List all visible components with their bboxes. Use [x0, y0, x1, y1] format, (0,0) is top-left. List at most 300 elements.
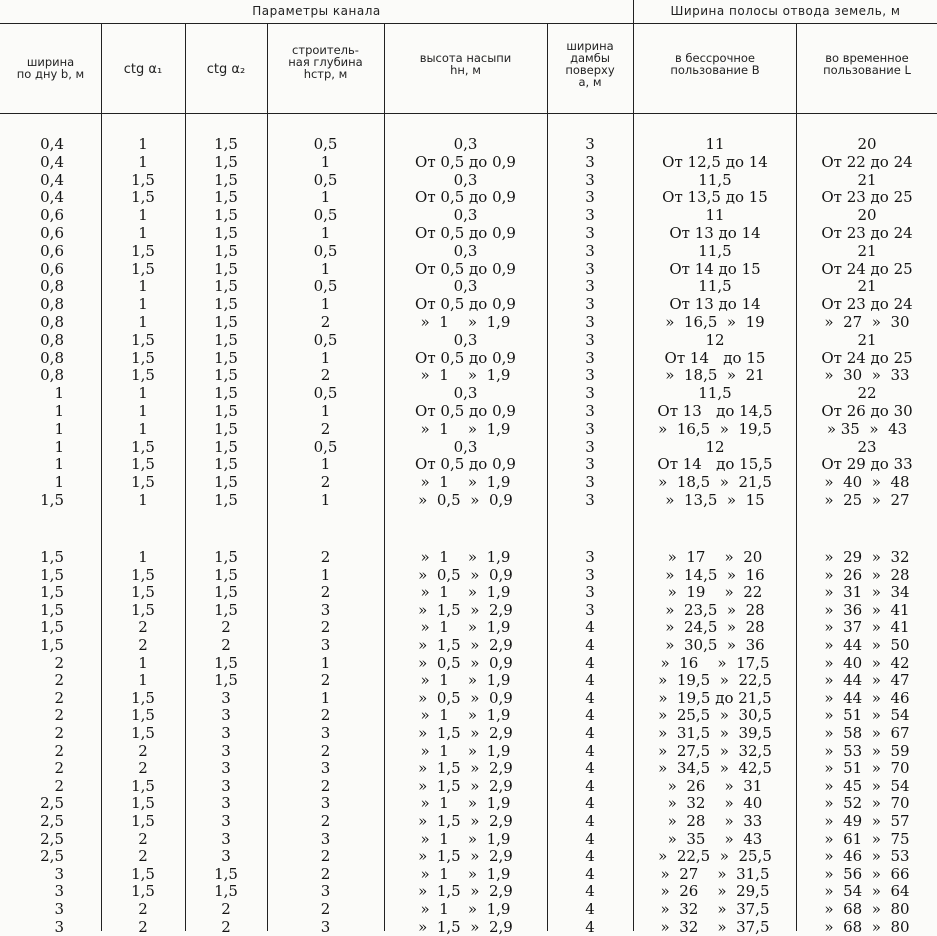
cell-dam-top-width: 4	[585, 847, 595, 866]
cell-dam-top-width: 3	[585, 419, 595, 438]
cell-temporary-use: » 44 » 46	[824, 688, 910, 707]
cell-temporary-use: » 51 » 54	[824, 706, 910, 725]
cell-dam-top-width: 4	[585, 864, 595, 883]
cell-ctg-alpha2: 1,5	[214, 188, 238, 207]
cell-bottom-width: 2	[54, 688, 64, 707]
cell-dam-top-width: 4	[585, 636, 595, 654]
cell-ctg-alpha1: 1	[138, 135, 148, 153]
cell-embankment-height: » 1,5 » 2,9	[418, 776, 513, 795]
cell-ctg-alpha2: 1,5	[214, 455, 238, 474]
cell-construction-depth: 3	[320, 829, 331, 848]
cell-bottom-width: 3	[54, 882, 64, 901]
cell-temporary-use: 22	[857, 384, 877, 403]
cell-embankment-height: » 1,5 » 2,9	[418, 759, 513, 778]
cell-embankment-height: » 1 » 1,9	[420, 741, 511, 760]
cell-ctg-alpha2: 3	[221, 741, 231, 760]
cell-temporary-use: 21	[857, 330, 877, 349]
cell-ctg-alpha2: 2	[221, 618, 231, 637]
col-header-ctg-alpha2: ctg α₂	[206, 62, 246, 77]
cell-permanent-use: » 16 » 17,5	[660, 653, 770, 672]
cell-construction-depth: 2	[320, 776, 331, 795]
cell-permanent-use: » 19 » 22	[667, 583, 763, 602]
cell-permanent-use: » 35 » 43	[667, 829, 763, 848]
cell-temporary-use: 20	[857, 135, 877, 153]
cell-ctg-alpha2: 1,5	[214, 473, 238, 492]
cell-ctg-alpha1: 2	[138, 636, 148, 654]
cell-bottom-width: 0,4	[40, 170, 64, 189]
cell-embankment-height: » 0,5 » 0,9	[418, 565, 513, 584]
cell-ctg-alpha2: 1,5	[214, 437, 238, 456]
cell-ctg-alpha1: 2	[138, 900, 148, 918]
cell-construction-depth: 1	[320, 653, 331, 672]
cell-permanent-use: » 25,5 » 30,5	[658, 706, 772, 725]
cell-construction-depth: 3	[320, 600, 331, 619]
cell-construction-depth: 3	[320, 636, 331, 654]
cell-ctg-alpha2: 1,5	[214, 170, 238, 189]
cell-ctg-alpha1: 1,5	[131, 473, 155, 492]
cell-embankment-height: » 1 » 1,9	[420, 548, 511, 566]
cell-temporary-use: » 40 » 42	[824, 653, 910, 672]
cell-bottom-width: 0,4	[40, 135, 64, 153]
col-header-ctg-alpha1: ctg α₁	[123, 62, 163, 77]
cell-permanent-use: От 12,5 до 14	[662, 152, 768, 171]
cell-construction-depth: 3	[320, 724, 331, 742]
cell-dam-top-width: 4	[585, 671, 595, 690]
cell-embankment-height: От 0,5 до 0,9	[415, 295, 516, 314]
cell-embankment-height: » 1 » 1,9	[420, 313, 511, 331]
cell-dam-top-width: 3	[585, 188, 595, 207]
cell-embankment-height: От 0,5 до 0,9	[415, 259, 516, 278]
cell-ctg-alpha2: 1,5	[214, 224, 238, 242]
cell-ctg-alpha1: 1	[138, 491, 148, 509]
cell-embankment-height: От 0,5 до 0,9	[415, 402, 516, 420]
cell-bottom-width: 0,8	[40, 330, 64, 349]
cell-ctg-alpha1: 1	[138, 152, 148, 171]
cell-ctg-alpha1: 1,5	[131, 583, 155, 602]
cell-temporary-use: От 26 до 30	[821, 402, 913, 420]
cell-permanent-use: » 32 » 37,5	[660, 917, 770, 936]
cell-embankment-height: » 1 » 1,9	[420, 419, 511, 438]
cell-temporary-use: » 25 » 27	[824, 491, 910, 509]
cell-permanent-use: От 14 до 15	[664, 348, 766, 367]
cell-ctg-alpha1: 1,5	[131, 241, 155, 260]
cell-embankment-height: » 1 » 1,9	[420, 706, 511, 725]
col-header-bottom-width: ширина по дну b, м	[16, 55, 85, 81]
cell-temporary-use: » 51 » 70	[824, 759, 910, 778]
cell-embankment-height: 0,3	[453, 135, 478, 153]
cell-permanent-use: » 26 » 31	[667, 776, 763, 795]
cell-ctg-alpha2: 1,5	[214, 565, 238, 584]
cell-ctg-alpha2: 1,5	[214, 882, 238, 901]
cell-permanent-use: От 13 до 14	[669, 295, 761, 314]
cell-ctg-alpha1: 1,5	[131, 688, 155, 707]
cell-embankment-height: » 1,5 » 2,9	[418, 636, 513, 654]
cell-ctg-alpha1: 1,5	[131, 776, 155, 795]
cell-temporary-use: » 58 » 67	[824, 724, 910, 742]
cell-bottom-width: 2	[54, 759, 64, 778]
cell-dam-top-width: 3	[585, 277, 595, 296]
cell-embankment-height: » 1 » 1,9	[420, 829, 511, 848]
cell-ctg-alpha1: 1,5	[131, 864, 155, 883]
cell-embankment-height: 0,3	[453, 241, 478, 260]
cell-construction-depth: 3	[320, 794, 331, 813]
cell-bottom-width: 0,6	[40, 259, 64, 278]
cell-bottom-width: 1	[54, 437, 64, 456]
cell-bottom-width: 2,5	[40, 847, 64, 866]
cell-embankment-height: От 0,5 до 0,9	[415, 152, 516, 171]
cell-construction-depth: 2	[320, 583, 331, 602]
cell-temporary-use: » 52 » 70	[824, 794, 910, 813]
cell-ctg-alpha1: 2	[138, 618, 148, 637]
cell-bottom-width: 2,5	[40, 829, 64, 848]
cell-dam-top-width: 3	[585, 259, 595, 278]
cell-ctg-alpha1: 1,5	[131, 812, 155, 830]
cell-dam-top-width: 3	[585, 170, 595, 189]
cell-bottom-width: 0,8	[40, 277, 64, 296]
cell-ctg-alpha1: 1,5	[131, 565, 155, 584]
cell-temporary-use: » 36 » 41	[824, 600, 910, 619]
cell-ctg-alpha2: 3	[221, 829, 231, 848]
col-header-dam-top-width: ширина дамбы поверху a, м	[565, 39, 615, 89]
cell-dam-top-width: 4	[585, 618, 595, 637]
cell-construction-depth: 2	[320, 618, 331, 637]
cell-ctg-alpha2: 1,5	[214, 366, 238, 385]
cell-temporary-use: » 56 » 66	[824, 864, 910, 883]
cell-permanent-use: От 13,5 до 15	[662, 188, 768, 207]
cell-ctg-alpha2: 3	[221, 776, 231, 795]
cell-ctg-alpha1: 1	[138, 295, 148, 314]
cell-permanent-use: » 22,5 » 25,5	[658, 847, 772, 866]
cell-construction-depth: 3	[320, 882, 331, 901]
cell-dam-top-width: 3	[585, 384, 595, 403]
cell-ctg-alpha2: 1,5	[214, 152, 238, 171]
cell-construction-depth: 2	[320, 671, 331, 690]
cell-permanent-use: » 32 » 37,5	[660, 900, 770, 918]
cell-dam-top-width: 4	[585, 829, 595, 848]
cell-embankment-height: » 0,5 » 0,9	[418, 491, 513, 509]
cell-ctg-alpha2: 3	[221, 759, 231, 778]
cell-bottom-width: 1,5	[40, 548, 64, 566]
cell-temporary-use: » 44 » 47	[824, 671, 910, 690]
cell-dam-top-width: 3	[585, 455, 595, 474]
cell-construction-depth: 1	[320, 259, 331, 278]
cell-dam-top-width: 4	[585, 882, 595, 901]
cell-construction-depth: 1	[320, 295, 331, 314]
cell-construction-depth: 1	[320, 188, 331, 207]
cell-permanent-use: » 18,5 » 21	[665, 366, 765, 385]
cell-bottom-width: 1,5	[40, 600, 64, 619]
cell-ctg-alpha2: 1,5	[214, 402, 238, 420]
cell-bottom-width: 0,8	[40, 366, 64, 385]
cell-embankment-height: » 1 » 1,9	[420, 671, 511, 690]
cell-ctg-alpha2: 1,5	[214, 653, 238, 672]
cell-ctg-alpha2: 3	[221, 688, 231, 707]
cell-ctg-alpha1: 2	[138, 759, 148, 778]
cell-permanent-use: » 28 » 33	[667, 812, 763, 830]
cell-bottom-width: 0,4	[40, 188, 64, 207]
cell-ctg-alpha1: 1	[138, 384, 148, 403]
cell-dam-top-width: 4	[585, 759, 595, 778]
cell-dam-top-width: 3	[585, 600, 595, 619]
cell-dam-top-width: 3	[585, 330, 595, 349]
cell-temporary-use: От 29 до 33	[821, 455, 913, 474]
cell-temporary-use: 21	[857, 277, 877, 296]
cell-dam-top-width: 3	[585, 402, 595, 420]
cell-ctg-alpha1: 1	[138, 206, 148, 225]
cell-dam-top-width: 3	[585, 366, 595, 385]
cell-permanent-use: От 13 до 14	[669, 224, 761, 242]
cell-bottom-width: 1,5	[40, 636, 64, 654]
cell-dam-top-width: 4	[585, 812, 595, 830]
cell-bottom-width: 1	[54, 384, 64, 403]
cell-dam-top-width: 3	[585, 565, 595, 584]
cell-temporary-use: » 46 » 53	[824, 847, 910, 866]
cell-ctg-alpha2: 1,5	[214, 419, 238, 438]
cell-construction-depth: 2	[320, 548, 331, 566]
cell-construction-depth: 0,5	[313, 241, 338, 260]
cell-permanent-use: 11,5	[698, 170, 732, 189]
cell-construction-depth: 1	[320, 565, 331, 584]
cell-ctg-alpha2: 1,5	[214, 295, 238, 314]
cell-embankment-height: От 0,5 до 0,9	[415, 188, 516, 207]
cell-construction-depth: 2	[320, 706, 331, 725]
cell-embankment-height: 0,3	[453, 437, 478, 456]
cell-bottom-width: 1	[54, 419, 64, 438]
cell-ctg-alpha2: 1,5	[214, 313, 238, 331]
cell-permanent-use: 11,5	[698, 277, 732, 296]
cell-dam-top-width: 3	[585, 135, 595, 153]
cell-temporary-use: » 61 » 75	[824, 829, 910, 848]
cell-construction-depth: 2	[320, 313, 331, 331]
cell-construction-depth: 3	[320, 917, 331, 936]
cell-permanent-use: » 27 » 31,5	[660, 864, 770, 883]
cell-dam-top-width: 4	[585, 706, 595, 725]
cell-construction-depth: 2	[320, 864, 331, 883]
col-header-permanent-use: в бессрочное пользование B	[670, 51, 760, 77]
cell-ctg-alpha2: 3	[221, 724, 231, 742]
cell-ctg-alpha1: 1,5	[131, 170, 155, 189]
cell-temporary-use: » 68 » 80	[824, 917, 910, 936]
cell-ctg-alpha2: 1,5	[214, 348, 238, 367]
cell-ctg-alpha1: 2	[138, 847, 148, 866]
cell-temporary-use: » 54 » 64	[824, 882, 910, 901]
cell-ctg-alpha2: 1,5	[214, 277, 238, 296]
cell-dam-top-width: 3	[585, 348, 595, 367]
cell-temporary-use: » 37 » 41	[824, 618, 910, 637]
cell-embankment-height: 0,3	[453, 206, 478, 225]
cell-dam-top-width: 4	[585, 741, 595, 760]
cell-bottom-width: 2	[54, 653, 64, 672]
cell-ctg-alpha2: 1,5	[214, 330, 238, 349]
cell-ctg-alpha2: 3	[221, 812, 231, 830]
cell-embankment-height: 0,3	[453, 330, 478, 349]
cell-temporary-use: » 45 » 54	[824, 776, 910, 795]
cell-ctg-alpha1: 1,5	[131, 724, 155, 742]
cell-permanent-use: От 13 до 14,5	[657, 402, 773, 420]
cell-temporary-use: » 29 » 32	[824, 548, 910, 566]
cell-ctg-alpha1: 1	[138, 224, 148, 242]
cell-embankment-height: » 1,5 » 2,9	[418, 724, 513, 742]
cell-dam-top-width: 4	[585, 776, 595, 795]
cell-construction-depth: 1	[320, 224, 331, 242]
cell-ctg-alpha1: 1	[138, 313, 148, 331]
cell-embankment-height: » 1,5 » 2,9	[418, 882, 513, 901]
cell-ctg-alpha2: 3	[221, 847, 231, 866]
cell-construction-depth: 1	[320, 348, 331, 367]
cell-permanent-use: » 14,5 » 16	[665, 565, 765, 584]
cell-ctg-alpha1: 1,5	[131, 348, 155, 367]
cell-embankment-height: От 0,5 до 0,9	[415, 455, 516, 474]
cell-dam-top-width: 3	[585, 491, 595, 509]
cell-permanent-use: От 14 до 15	[669, 259, 761, 278]
cell-ctg-alpha2: 1,5	[214, 491, 238, 509]
cell-construction-depth: 3	[320, 759, 331, 778]
cell-ctg-alpha1: 1	[138, 548, 148, 566]
col-header-construction-depth: строитель- ная глубина hстр, м	[288, 43, 363, 81]
cell-embankment-height: » 1,5 » 2,9	[418, 847, 513, 866]
cell-ctg-alpha1: 2	[138, 829, 148, 848]
cell-construction-depth: 2	[320, 900, 331, 918]
cell-embankment-height: От 0,5 до 0,9	[415, 348, 516, 367]
cell-embankment-height: » 1 » 1,9	[420, 618, 511, 637]
cell-permanent-use: 12	[705, 437, 725, 456]
group-header-canal-params: Параметры канала	[252, 4, 381, 18]
cell-embankment-height: » 1,5 » 2,9	[418, 917, 513, 936]
cell-permanent-use: » 19,5 » 22,5	[658, 671, 772, 690]
cell-temporary-use: » 30 » 33	[824, 366, 910, 385]
cell-ctg-alpha1: 1	[138, 671, 148, 690]
cell-dam-top-width: 3	[585, 152, 595, 171]
cell-embankment-height: От 0,5 до 0,9	[415, 224, 516, 242]
cell-temporary-use: От 23 до 24	[821, 224, 913, 242]
cell-temporary-use: От 23 до 25	[821, 188, 913, 207]
cell-permanent-use: » 23,5 » 28	[665, 600, 765, 619]
cell-construction-depth: 0,5	[313, 437, 338, 456]
cell-bottom-width: 3	[54, 900, 64, 918]
cell-ctg-alpha1: 1	[138, 277, 148, 296]
cell-permanent-use: » 27,5 » 32,5	[658, 741, 772, 760]
cell-permanent-use: » 16,5 » 19,5	[658, 419, 772, 438]
cell-dam-top-width: 3	[585, 548, 595, 566]
cell-ctg-alpha1: 1,5	[131, 882, 155, 901]
cell-construction-depth: 0,5	[313, 206, 338, 225]
cell-dam-top-width: 4	[585, 688, 595, 707]
cell-ctg-alpha2: 1,5	[214, 206, 238, 225]
cell-construction-depth: 1	[320, 491, 331, 509]
cell-embankment-height: 0,3	[453, 170, 478, 189]
cell-bottom-width: 2,5	[40, 812, 64, 830]
cell-dam-top-width: 3	[585, 473, 595, 492]
cell-ctg-alpha1: 1,5	[131, 455, 155, 474]
cell-ctg-alpha1: 2	[138, 917, 148, 936]
cell-construction-depth: 2	[320, 847, 331, 866]
cell-permanent-use: » 13,5 » 15	[665, 491, 765, 509]
cell-ctg-alpha2: 1,5	[214, 864, 238, 883]
cell-temporary-use: 21	[857, 170, 877, 189]
cell-temporary-use: » 35 » 43	[826, 419, 908, 438]
cell-bottom-width: 1	[54, 473, 64, 492]
cell-temporary-use: От 22 до 24	[821, 152, 913, 171]
cell-permanent-use: » 32 » 40	[667, 794, 763, 813]
cell-bottom-width: 2,5	[40, 794, 64, 813]
cell-dam-top-width: 4	[585, 900, 595, 918]
cell-embankment-height: » 1 » 1,9	[420, 900, 511, 918]
cell-permanent-use: » 16,5 » 19	[665, 313, 765, 331]
cell-temporary-use: » 40 » 48	[824, 473, 910, 492]
cell-permanent-use: » 30,5 » 36	[665, 636, 765, 654]
cell-ctg-alpha1: 1	[138, 402, 148, 420]
cell-construction-depth: 1	[320, 688, 331, 707]
cell-embankment-height: » 1 » 1,9	[420, 583, 511, 602]
cell-permanent-use: » 18,5 » 21,5	[658, 473, 772, 492]
cell-construction-depth: 0,5	[313, 330, 338, 349]
cell-bottom-width: 1	[54, 402, 64, 420]
cell-dam-top-width: 3	[585, 313, 595, 331]
cell-temporary-use: 20	[857, 206, 877, 225]
cell-construction-depth: 2	[320, 812, 331, 830]
cell-construction-depth: 2	[320, 473, 331, 492]
cell-dam-top-width: 3	[585, 295, 595, 314]
cell-bottom-width: 2	[54, 724, 64, 742]
col-header-embankment-height: высота насыпи hн, м	[419, 51, 512, 77]
cell-bottom-width: 3	[54, 864, 64, 883]
cell-ctg-alpha2: 2	[221, 900, 231, 918]
cell-ctg-alpha1: 1,5	[131, 330, 155, 349]
col-header-temporary-use: во временное пользование L	[823, 51, 911, 77]
cell-bottom-width: 1,5	[40, 565, 64, 584]
cell-bottom-width: 1,5	[40, 618, 64, 637]
cell-construction-depth: 2	[320, 366, 331, 385]
cell-ctg-alpha2: 2	[221, 917, 231, 936]
cell-ctg-alpha2: 1,5	[214, 671, 238, 690]
cell-bottom-width: 0,8	[40, 313, 64, 331]
cell-ctg-alpha2: 3	[221, 794, 231, 813]
cell-permanent-use: 11	[705, 135, 725, 153]
cell-bottom-width: 2	[54, 706, 64, 725]
cell-permanent-use: » 34,5 » 42,5	[658, 759, 772, 778]
cell-embankment-height: 0,3	[453, 277, 478, 296]
cell-temporary-use: » 53 » 59	[824, 741, 910, 760]
cell-permanent-use: » 26 » 29,5	[660, 882, 770, 901]
cell-permanent-use: » 17 » 20	[667, 548, 763, 566]
cell-ctg-alpha1: 1,5	[131, 366, 155, 385]
cell-bottom-width: 0,4	[40, 152, 64, 171]
cell-bottom-width: 0,6	[40, 224, 64, 242]
cell-bottom-width: 0,6	[40, 241, 64, 260]
cell-embankment-height: » 1,5 » 2,9	[418, 600, 513, 619]
cell-ctg-alpha1: 2	[138, 741, 148, 760]
cell-construction-depth: 1	[320, 152, 331, 171]
cell-bottom-width: 2	[54, 671, 64, 690]
cell-construction-depth: 0,5	[313, 170, 338, 189]
cell-ctg-alpha1: 1,5	[131, 794, 155, 813]
cell-temporary-use: От 24 до 25	[821, 259, 913, 278]
cell-permanent-use: 11,5	[698, 241, 732, 260]
cell-ctg-alpha1: 1	[138, 653, 148, 672]
cell-temporary-use: 21	[857, 241, 877, 260]
cell-embankment-height: » 0,5 » 0,9	[418, 653, 513, 672]
cell-bottom-width: 0,6	[40, 206, 64, 225]
cell-dam-top-width: 3	[585, 224, 595, 242]
cell-bottom-width: 2	[54, 741, 64, 760]
cell-permanent-use: » 31,5 » 39,5	[658, 724, 772, 742]
cell-permanent-use: От 14 до 15,5	[657, 455, 773, 474]
cell-ctg-alpha2: 1,5	[214, 259, 238, 278]
cell-bottom-width: 1	[54, 455, 64, 474]
cell-ctg-alpha2: 1,5	[214, 583, 238, 602]
cell-temporary-use: » 68 » 80	[824, 900, 910, 918]
cell-bottom-width: 0,8	[40, 295, 64, 314]
